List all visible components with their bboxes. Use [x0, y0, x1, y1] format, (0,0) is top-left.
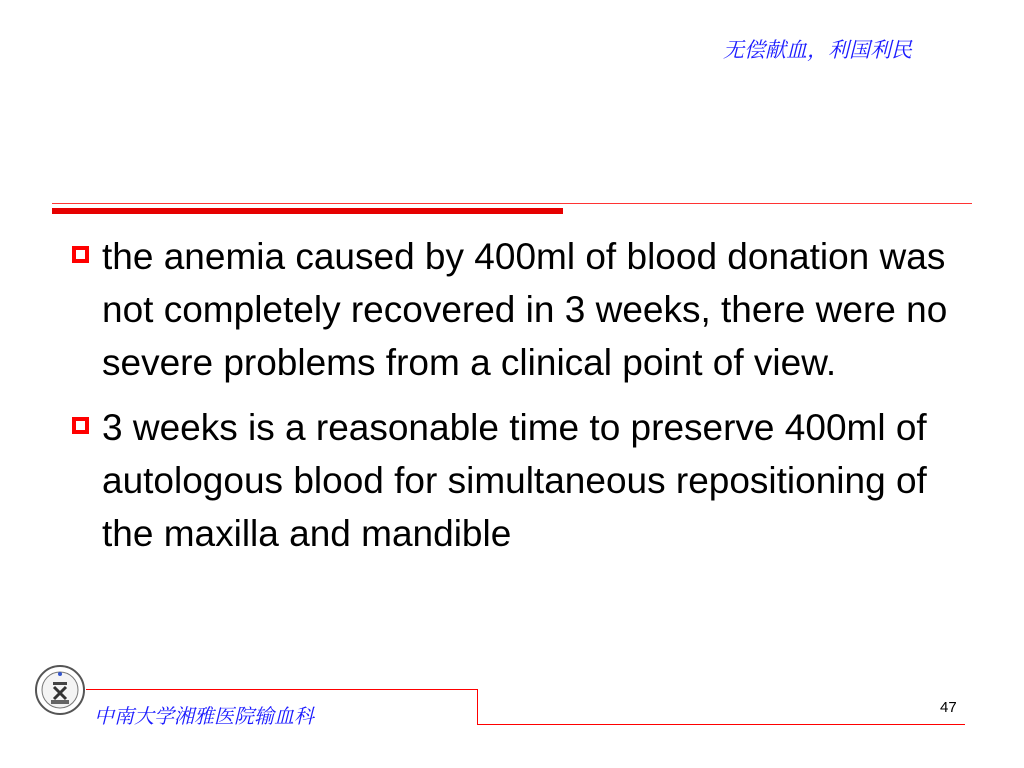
header-divider-thin — [52, 203, 972, 204]
bullet-item — [68, 230, 968, 389]
slide-body — [68, 230, 968, 572]
footer-divider-lower — [477, 724, 965, 725]
footer-divider — [86, 689, 478, 690]
header-divider-thick — [52, 208, 563, 214]
page-number: 47 — [940, 699, 957, 716]
square-bullet-icon — [72, 246, 89, 263]
header-slogan: 无偿献血，利国利民 — [723, 38, 912, 62]
hospital-logo-icon — [34, 664, 86, 716]
bullet-text: 3 weeks is a reasonable time to preserve 400ml of autologous blood for simultaneous repositioning of the maxilla and mandible — [102, 407, 927, 554]
square-bullet-icon — [72, 417, 89, 434]
footer-institution: 中南大学湘雅医院输血科 — [94, 704, 314, 728]
bullet-text: the anemia caused by 400ml of blood donation was not completely recovered in 3 weeks, there were no severe problems from a clinical point of view. — [102, 236, 948, 383]
footer-divider-step — [477, 689, 478, 725]
bullet-item — [68, 401, 968, 560]
